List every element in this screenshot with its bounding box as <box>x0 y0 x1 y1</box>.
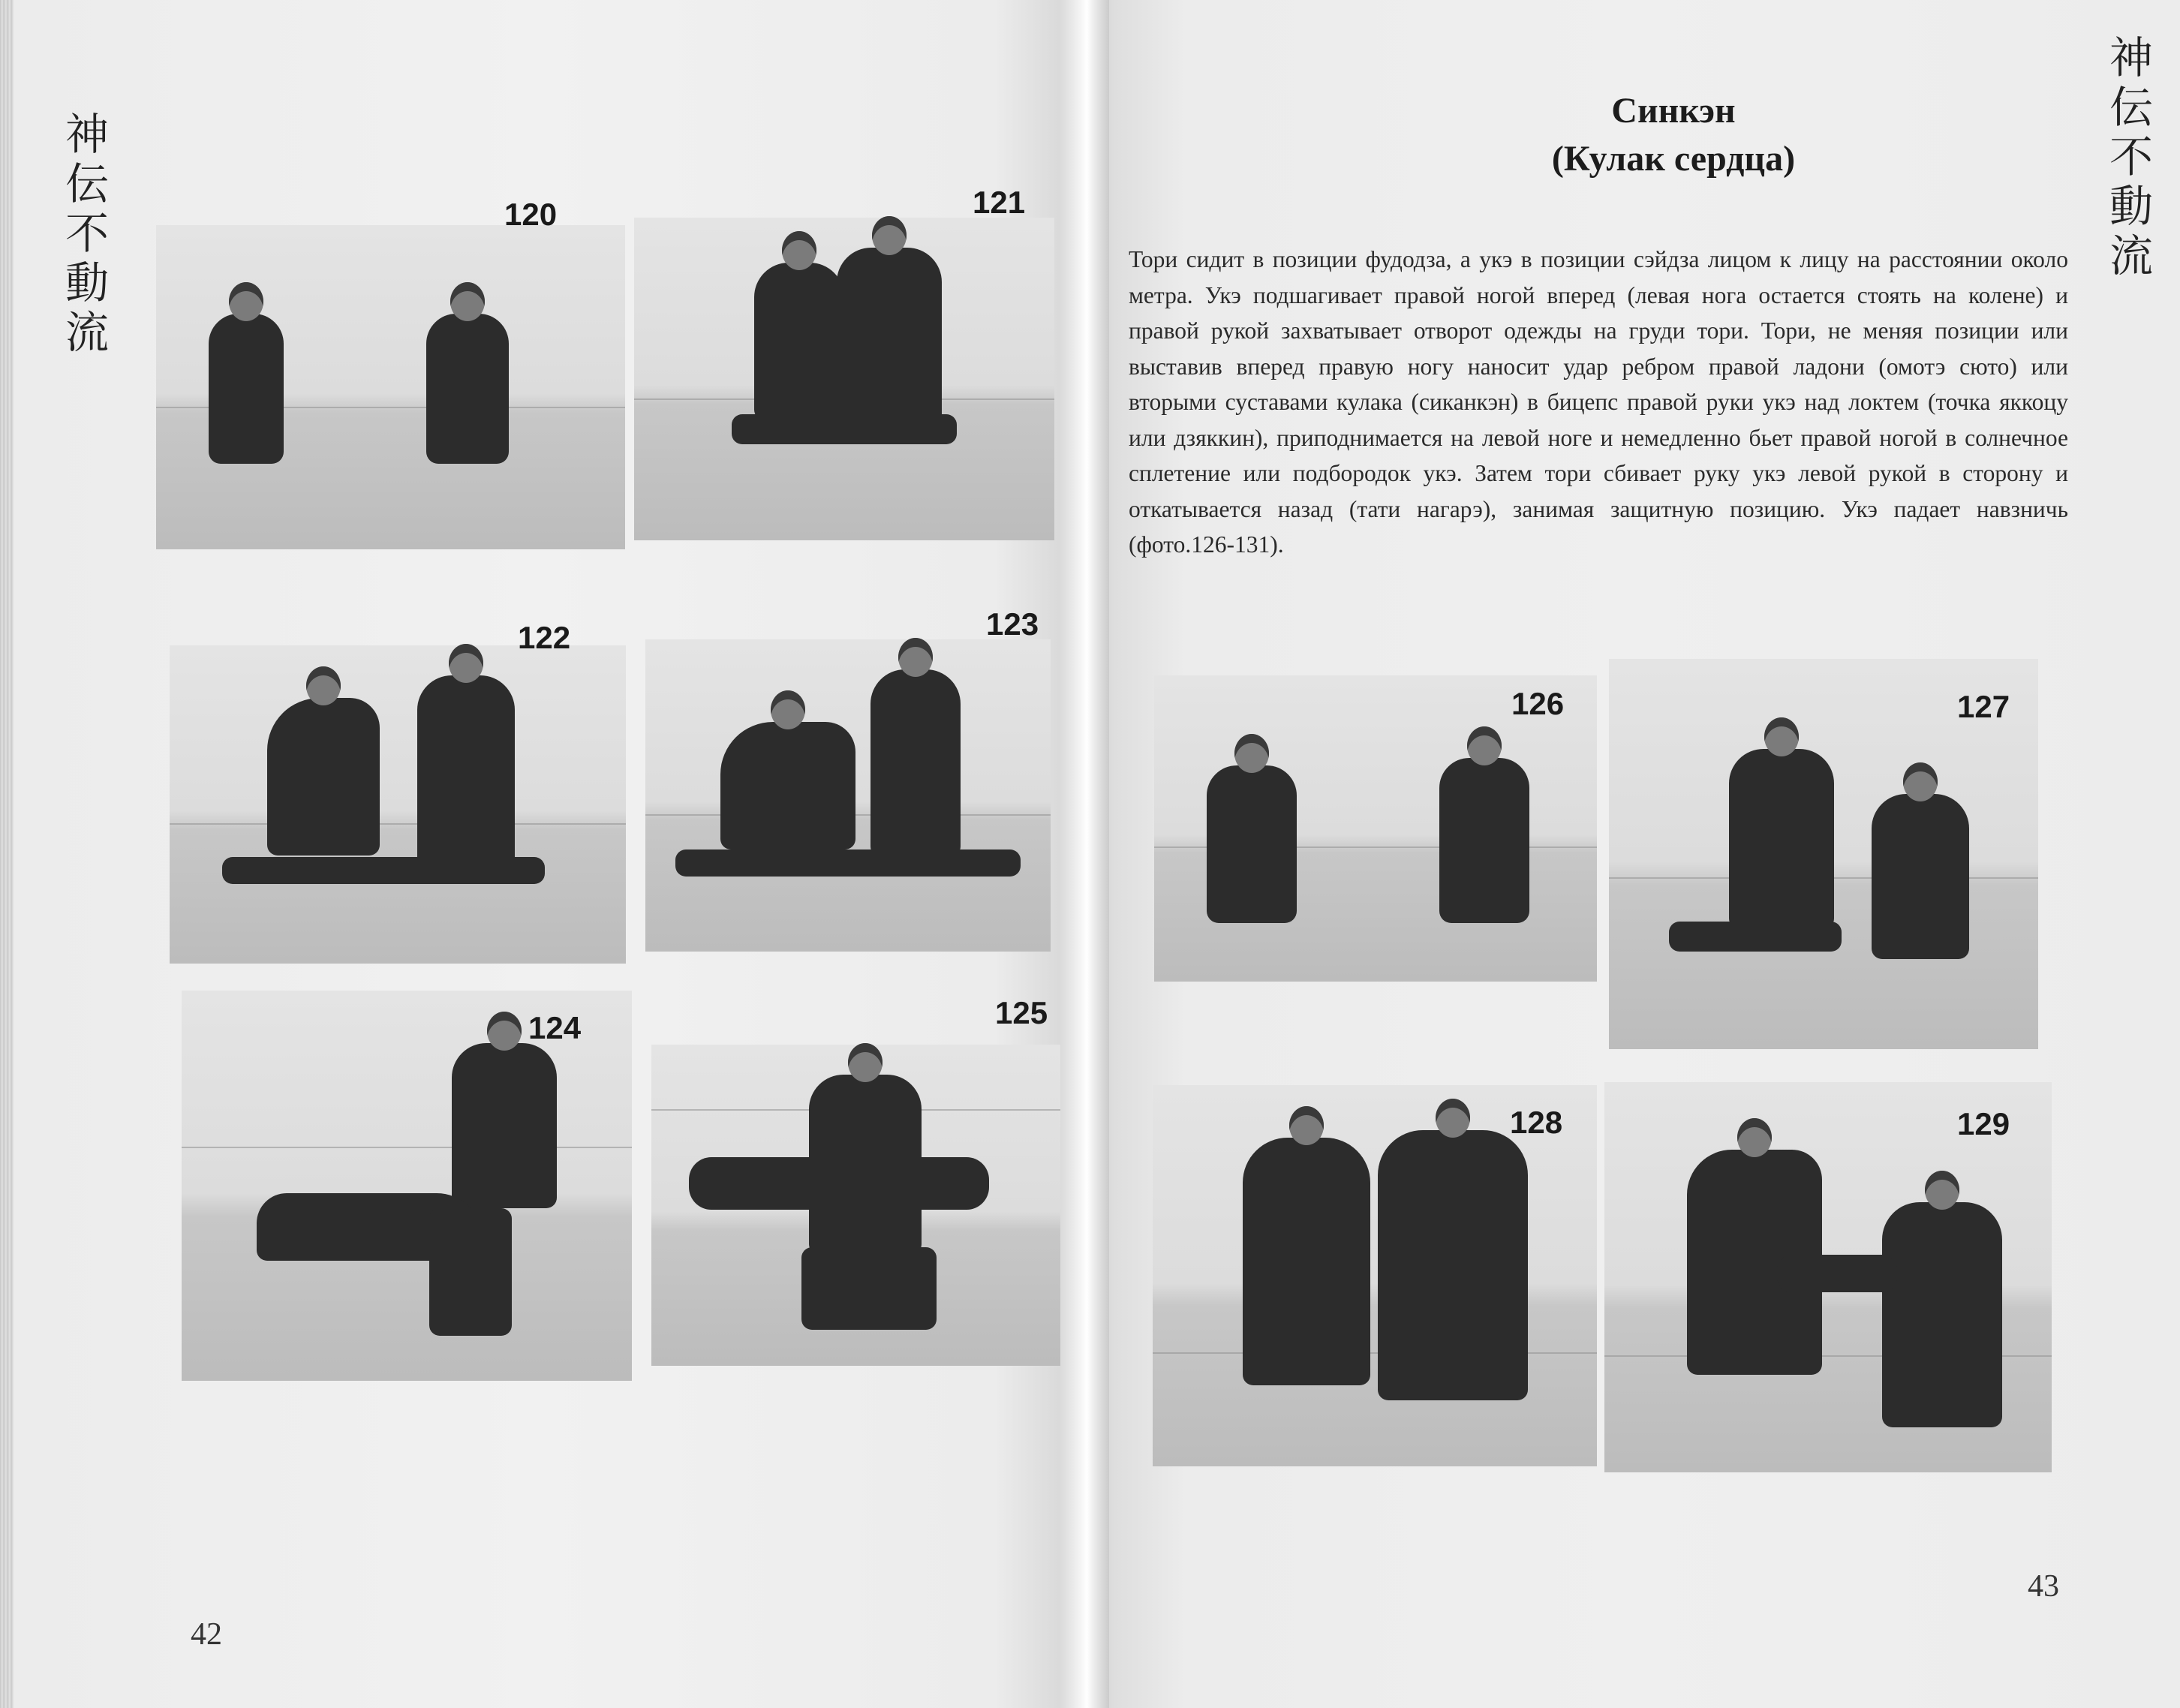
figure <box>209 314 284 464</box>
photo-number: 124 <box>528 1010 582 1045</box>
photo-number: 123 <box>986 606 1039 642</box>
running-header-left: 神 伝 不 動 流 <box>65 109 109 358</box>
left-page <box>0 0 1081 1708</box>
page-number-left: 42 <box>191 1617 222 1652</box>
figure <box>754 263 844 420</box>
figure <box>1882 1202 2002 1427</box>
photo-128 <box>1153 1085 1597 1466</box>
figure <box>452 1043 557 1208</box>
figure <box>837 248 942 428</box>
figure <box>1669 922 1842 952</box>
section-subtitle: (Кулак сердца) <box>1551 139 1796 179</box>
figure <box>417 675 515 871</box>
figure <box>429 1208 512 1336</box>
figure <box>1729 749 1834 929</box>
photo-121 <box>634 218 1054 540</box>
figure <box>675 849 1021 877</box>
figure <box>222 857 545 884</box>
photo-number: 129 <box>1957 1106 2010 1141</box>
page-number-right: 43 <box>2028 1569 2059 1604</box>
photo-number: 121 <box>973 185 1026 220</box>
figure <box>1243 1138 1370 1385</box>
photo-124 <box>182 991 632 1381</box>
photo-125 <box>651 1045 1060 1366</box>
figure <box>720 722 855 849</box>
running-header-right: 神 伝 不 動 流 <box>2109 32 2153 281</box>
photo-number: 128 <box>1510 1105 1563 1140</box>
figure <box>267 698 380 856</box>
photo-number: 120 <box>504 197 558 232</box>
photo-number: 122 <box>518 620 571 655</box>
figure <box>1872 794 1969 959</box>
photo-number: 126 <box>1511 686 1565 721</box>
figure <box>426 314 509 464</box>
book-gutter <box>1060 0 1109 1708</box>
figure <box>1777 1255 1897 1292</box>
body-paragraph: Тори сидит в позиции фудодза, а укэ в позиции сэйдза лицом к лицу на расстоянии около метра. Укэ подшагивает правой ногой вперед (левая нога остается стоять на колене) и правой рукой захватывает отворот одежды на груди тори. Тори, не меняя позиции или выставив вперед правую ногу наносит удар ребром правой ладони (омотэ сюто) или вторыми суставами кулака (сиканкэн) в бицепс правой руки укэ над локтем (точка яккоцу или дзяккин), приподнимается на левой ноге и немедленно бьет правой ногой в солнечное сплетение или подбородок укэ. Затем тори сбивает руку укэ левой рукой в сторону и откатывается назад (тати нагарэ), занимая защитную позицию. Укэ падает навзничь (фото.126-131). <box>1129 246 2068 558</box>
figure <box>732 414 957 444</box>
figure <box>1207 765 1297 923</box>
photo-number: 125 <box>995 995 1048 1030</box>
figure <box>801 1247 937 1330</box>
photo-123 <box>645 639 1051 952</box>
photo-number: 127 <box>1957 689 2010 724</box>
figure <box>689 1157 989 1210</box>
photo-120 <box>156 225 625 549</box>
page-edges <box>0 0 14 1708</box>
figure <box>1439 758 1529 923</box>
photo-122 <box>170 645 626 964</box>
figure <box>1378 1130 1528 1400</box>
section-title: Синкэн <box>1611 91 1736 131</box>
figure <box>870 669 961 857</box>
